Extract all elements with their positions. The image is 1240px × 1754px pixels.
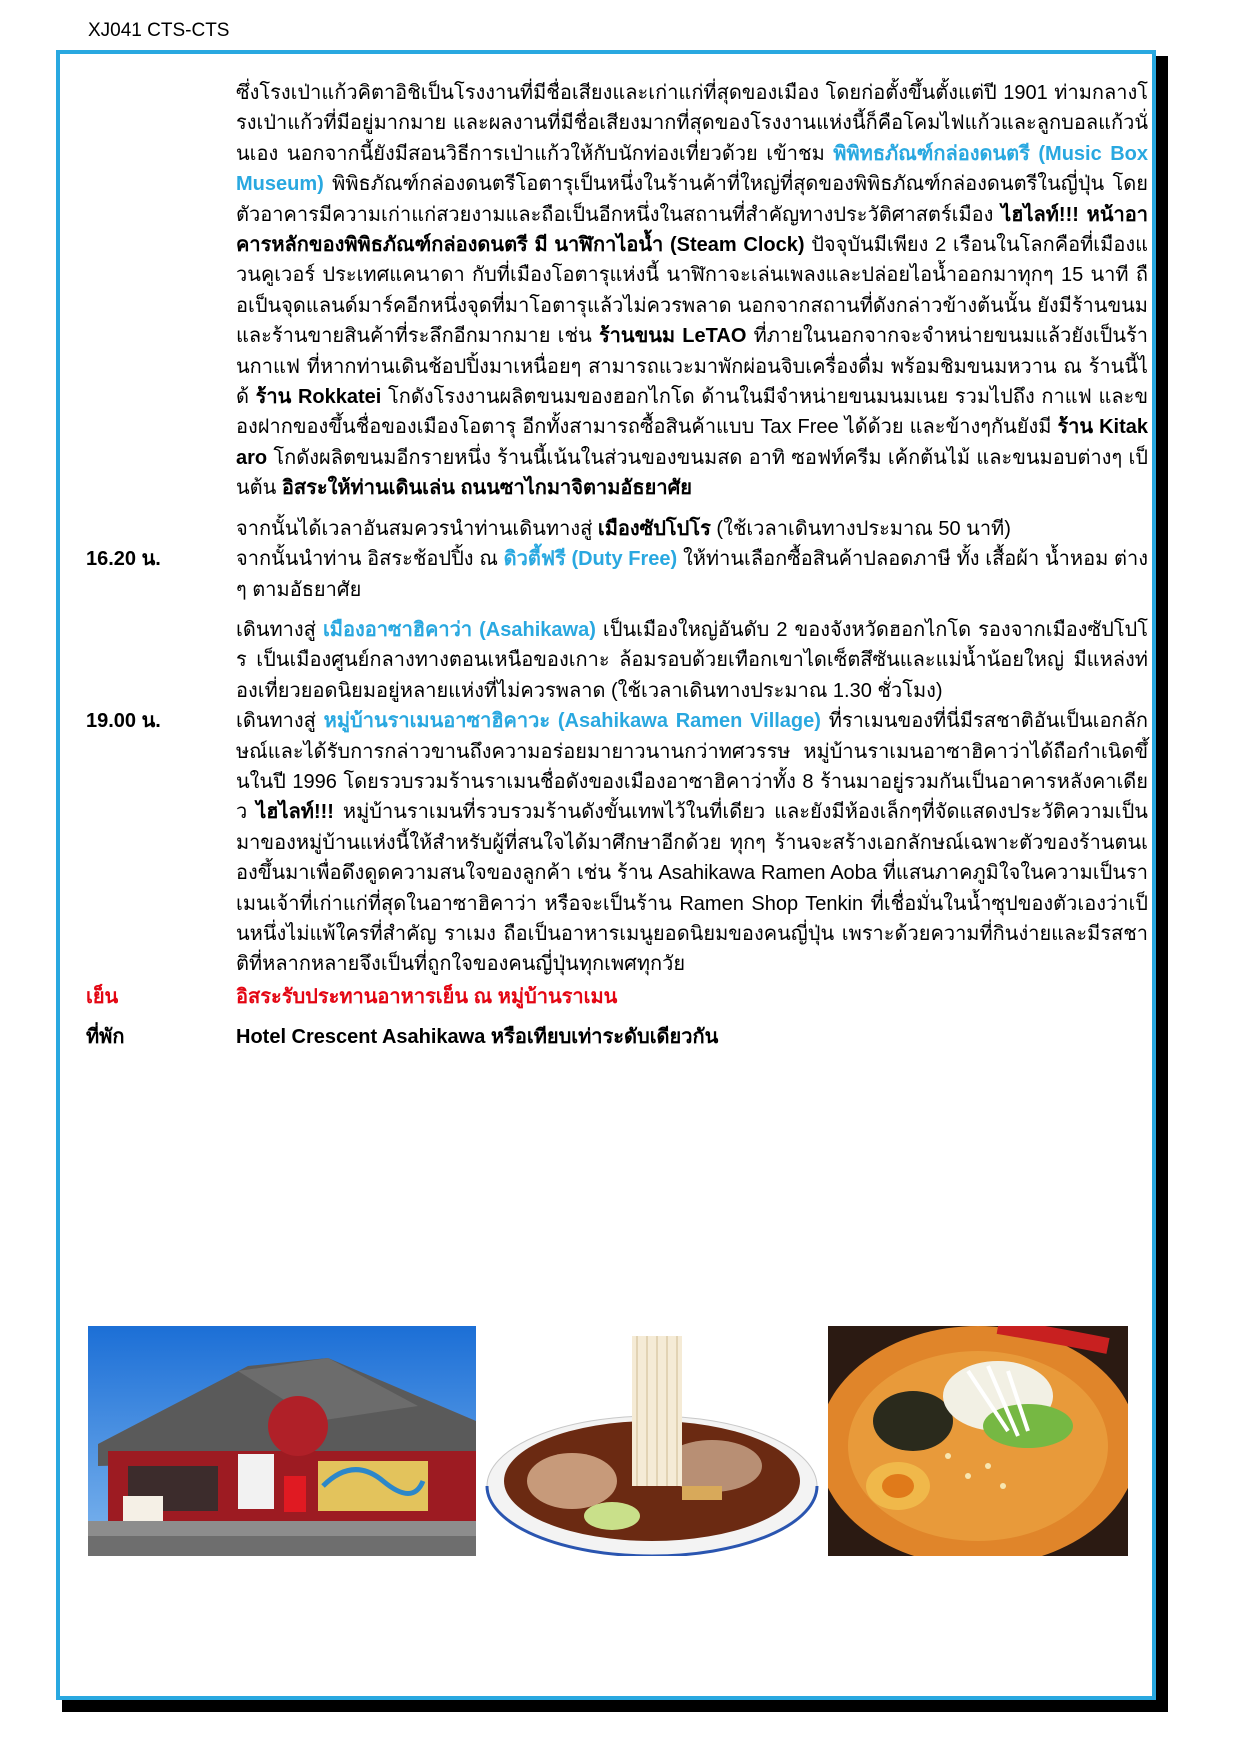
hotel-alternative: หรือเทียบเท่าระดับเดียวกัน: [485, 1026, 719, 1049]
time-label: 19.00 น.: [86, 710, 161, 733]
schedule-row-1620: [86, 544, 1149, 605]
hotel-name: Hotel Crescent Asahikawa: [236, 1026, 486, 1049]
sapporo-city: เมืองซัปโปโร: [597, 517, 711, 540]
text: ที่ราเมนของที่นี่มีรสชาติอันเป็นเอกลักษณ์และได้รับการกล่าวขานถึงความอร่อยมายาวนานกว่าทศวรรษ หมู่บ้านราเมนอาซาฮิคาว่าได้ถือกำเนิดขึ้นในปี 1996 โดยรวบรวมร้านราเมนชื่อดังของเมืองอาซาฮิคาว่าทั้ง 8 ร้านมาอยู่รวมกันเป็นอาคารหลังคาเดียว: [236, 710, 1148, 824]
text: จากนั้นนำท่าน อิสระช้อปปิ้ง ณ: [236, 548, 504, 571]
document-code: XJ041 CTS-CTS: [88, 20, 230, 41]
hotel-row: [86, 1022, 1146, 1052]
text: ซึ่งโรงเป่าแก้วคิตาอิชิเป็นโรงงานที่มีชื่อเสียงและเก่าแก่ที่สุดของเมือง โดยก่อตั้งขึ้นตั้งแต่ปี 1901 ท่ามกลางโรงเป่าแก้วที่มีอยู่มากมาย และผลงานที่มีชื่อเสียงมากที่สุดของโรงงานแห่งนี้ก็คือโคมไฟแก้วและลูกบอลแก้วนั่นเอง นอกจากนี้ยังมีสอนวิธีการเป่าแก้วให้กับนักท่องเที่ยวด้วย เข้าชม: [236, 82, 1148, 165]
text: (ใช้เวลาเดินทางประมาณ 50 นาที): [710, 517, 1011, 540]
ramen-village-building-photo: [88, 1326, 476, 1556]
text: เป็นเมืองใหญ่อันดับ 2 ของจังหวัดฮอกไกโด รองจากเมืองซัปโปโร เป็นเมืองศูนย์กลางทางตอนเหนือของเกาะ ล้อมรอบด้วยเทือกเขาไดเซ็ตสึซันและแม่น้ำน้อยใหญ่ มีแหล่งท่องเที่ยวยอดนิยมอยู่หลายแห่งที่ไม่ควรพลาด (ใช้เวลาเดินทางประมาณ 1.30 ชั่วโมง): [236, 618, 1148, 702]
duty-free-highlight: ดิวตี้ฟรี (Duty Free): [503, 548, 678, 571]
asahikawa-highlight: เมืองอาซาฮิคาว่า (Asahikawa): [322, 618, 596, 641]
hotel-label: ที่พัก: [86, 1026, 125, 1049]
schedule-row-1900: [86, 706, 1146, 980]
text: ให้ท่านเลือกซื้อสินค้าปลอดภาษี ทั้ง เสื้อผ้า น้ำหอม ต่างๆ ตามอัธยาศัย: [236, 548, 1149, 601]
ramen-village-highlight: หมู่บ้านราเมนอาซาฮิคาวะ (Asahikawa Ramen Village): [323, 710, 821, 733]
paragraph-sapporo-transfer: [86, 514, 1146, 544]
steam-clock-highlight: ไฮไลท์!!! หน้าอาคารหลักของพิพิธภัณฑ์กล่องดนตรี มี นาฬิกาไอน้ำ (Steam Clock): [236, 203, 1148, 257]
dinner-label: เย็น: [86, 985, 119, 1008]
dinner-text: อิสระรับประทานอาหารเย็น ณ หมู่บ้านราเมน: [236, 985, 618, 1008]
letao-shop: ร้านขนม LeTAO: [598, 325, 747, 348]
paragraph-asahikawa: [86, 615, 1146, 706]
text: ที่ภายในนอกจากจะจำหน่ายขนมแล้วยังเป็นร้านกาแฟ ที่หากท่านเดินช้อปปิ้งมาเหนื่อยๆ สามารถแวะมาพักผ่อนจิบเครื่องดื่ม พร้อมชิมขนมหวาน ณ ร้านนี้ได้: [236, 325, 1148, 409]
text: หมู่บ้านราเมนที่รวบรวมร้านดังขั้นเทพไว้ในที่เดียว และยังมีห้องเล็กๆที่จัดแสดงประวัติความเป็นมาของหมู่บ้านแห่งนี้ให้สำหรับผู้ที่สนใจได้มาศึกษาอีกด้วย ทุกๆ ร้านจะสร้างเอกลักษณ์เฉพาะตัวของร้านตนเองขึ้นมาเพื่อดึงดูดความสนใจของลูกค้า เช่น ร้าน Asahikawa Ramen Aoba ที่แสนภาคภูมิใจในความเป็นราเมนเจ้าที่เก่าแก่ที่สุดในอาซาฮิคาว่า หรือจะเป็นร้าน Ramen Shop Tenkin ที่เชื่อมั่นในน้ำซุปของตัวเองว่าเป็นหนึ่งไม่แพ้ใครที่สำคัญ ราเมง ถือเป็นอาหารเมนูยอดนิยมของคนญี่ปุ่น เพราะด้วยความที่กินง่ายและมีรสชาติที่หลากหลายจึงเป็นที่ถูกใจของคนญี่ปุ่นทุกเพศทุกวัย: [236, 801, 1148, 976]
kitakaro-shop: ร้าน Kitakaro: [236, 416, 1149, 469]
text: โกดังโรงงานผลิตขนมของฮอกไกโด ด้านในมีจำหน่ายขนมนมเนย รวมไปถึง กาแฟ และของฝากของขึ้นชื่อของเมืองโอตารุ อีกทั้งสามารถซื้อสินค้าแบบ Tax Free ได้ด้วย และข้างๆกันยังมี: [236, 386, 1149, 439]
ramen-bowl-photo: [482, 1326, 822, 1556]
text: จากนั้นได้เวลาอันสมควรนำท่านเดินทางสู่: [236, 517, 598, 540]
miso-ramen-photo: [828, 1326, 1128, 1556]
text: ปัจจุบันมีเพียง 2 เรือนในโลกคือที่เมืองแวนคูเวอร์ ประเทศแคนาดา กับที่เมืองโอตารุแห่งนี้ นาฬิกาจะเล่นเพลงและปล่อยไอน้ำออกมาทุกๆ 15 นาที ถือเป็นจุดแลนด์มาร์คอีกหนึ่งจุดที่มาโอตารุแล้วไม่ควรพลาด นอกจากสถานที่ดังกล่าวข้างต้นนั้น ยังมีร้านขนมและร้านขายสินค้าที่ระลึกอีกมากมาย เช่น: [236, 234, 1148, 348]
itinerary-content: [86, 78, 1149, 1053]
paragraph-otaru: [86, 78, 1149, 504]
time-label: 16.20 น.: [86, 548, 161, 571]
rokkatei-shop: ร้าน Rokkatei: [255, 386, 382, 409]
text: เดินทางสู่: [236, 618, 323, 641]
text: พิพิธภัณฑ์กล่องดนตรีโอตารุเป็นหนึ่งในร้านค้าที่ใหญ่ที่สุดของพิพิธภัณฑ์กล่องดนตรีในญี่ปุ่น โดยตัวอาคารมีความเก่าแก่สวยงามและถือเป็นอีกหนึ่งในสถานที่สำคัญทางประวัติศาสตร์เมือง: [236, 173, 1148, 226]
music-box-museum-highlight: พิพิทธภัณฑ์กล่องดนตรี (Music Box Museum): [236, 142, 1149, 196]
text: เดินทางสู่: [236, 710, 324, 733]
photo-strip: [88, 1326, 1128, 1556]
sakaimachi-free-time: อิสระให้ท่านเดินเล่น ถนนซาไกมาจิตามอัธยาศัย: [281, 477, 692, 500]
highlight-label: ไฮไลท์!!!: [256, 801, 334, 824]
text: โกดังผลิตขนมอีกรายหนึ่ง ร้านนี้เน้นในส่วนของขนมสด อาทิ ซอฟท์ครีม เค้กต้นไม้ และขนมอบต่างๆ เป็นต้น: [236, 446, 1148, 500]
dinner-row: [86, 982, 1146, 1012]
